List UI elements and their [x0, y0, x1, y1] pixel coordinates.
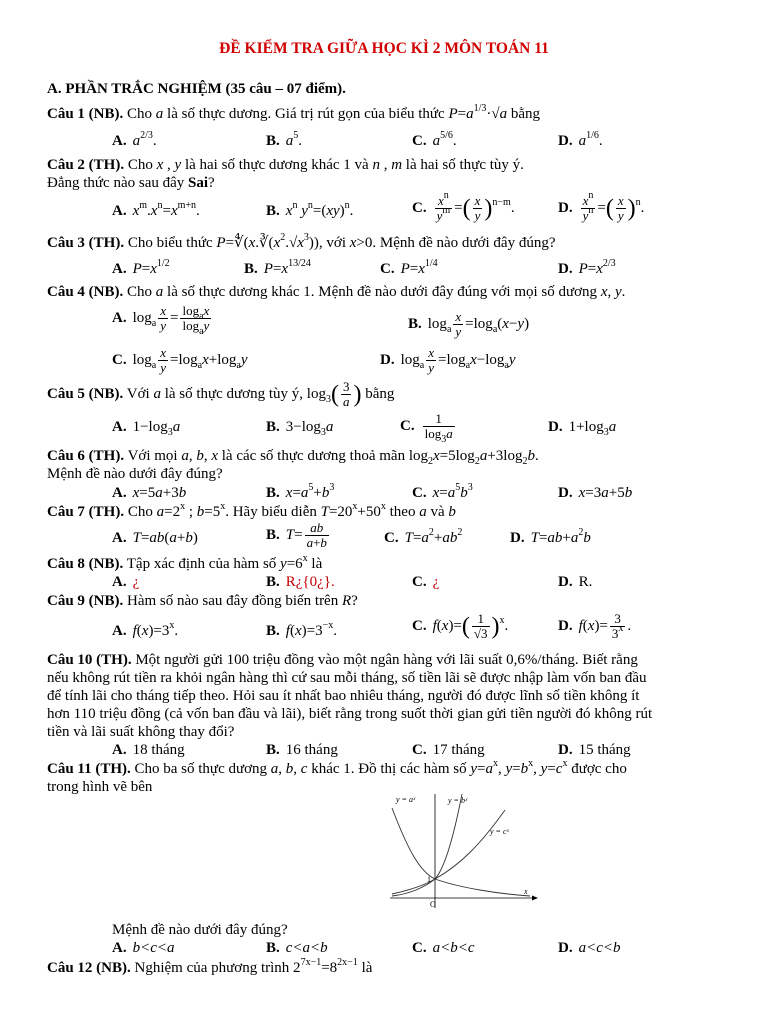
- q8-label: Câu 8 (NB).: [47, 556, 124, 572]
- q5-label: Câu 5 (NB).: [47, 385, 124, 402]
- q8-option-c[interactable]: C. ¿: [412, 574, 440, 590]
- label-one: 1: [427, 875, 431, 884]
- q9-option-a[interactable]: A. $f(x)=3^x$.: [112, 620, 179, 639]
- label-y-a-x: y = aˣ: [396, 795, 416, 804]
- q9-option-d[interactable]: D. f(x)= $\frac{3}{3^x}$ .: [558, 611, 632, 641]
- q4-option-a[interactable]: A. $\log_a$ $\frac{x}{y}$ = $\frac{\log_ax}{\log_ay}$: [112, 303, 210, 337]
- q9-option-b[interactable]: B. $f(x)=3^{-x}$.: [266, 620, 337, 639]
- q11-option-c[interactable]: C. a<b<c: [412, 940, 475, 956]
- label-y-b-x: y = bˣ: [448, 796, 468, 805]
- q11-option-d[interactable]: D. a<c<b: [558, 940, 621, 956]
- q11-prompt: Mệnh đề nào dưới đây đúng?: [112, 922, 288, 938]
- q10-option-b[interactable]: B. 16 tháng: [266, 742, 338, 758]
- q10-line-4: hơn 110 triệu đồng (cả vốn ban đầu và lãi), biết rằng trong suốt thời gian gửi tiền người đó không rút: [47, 706, 653, 722]
- q8-option-b[interactable]: B. R¿{0¿}.: [266, 574, 335, 590]
- question-5: Câu 5 (NB). Với a là số thực dương tùy ý, $\log_3$( $\frac{3}{a}$ ) bằng: [47, 379, 395, 409]
- q7-option-c[interactable]: C. $T=a^2+ab^2$: [384, 527, 463, 546]
- question-6-line2: Mệnh đề nào dưới đây đúng?: [47, 466, 223, 482]
- q2-option-b[interactable]: B. $x^n$ $y^n=(xy)^n$.: [266, 200, 354, 219]
- q6-option-d[interactable]: D. x=3a+5b: [558, 485, 633, 501]
- q10-line-1: Một người gửi 100 triệu đồng vào một ngân hàng với lãi suất 0,6%/tháng. Biết rằng: [135, 652, 638, 668]
- x-axis-arrow: [532, 896, 538, 901]
- q1-option-b[interactable]: B. $a^5$.: [266, 130, 303, 149]
- q12-label: Câu 12 (NB).: [47, 960, 131, 976]
- q3-option-d[interactable]: D. $P=x^{2/3}$: [558, 258, 616, 277]
- q6-label: Câu 6 (TH).: [47, 448, 125, 464]
- question-10: [47, 651, 638, 669]
- q5-option-d[interactable]: D. $1+\log_3a$: [548, 419, 617, 438]
- question-1: Câu 1 (NB). Cho a là số thực dương. Giá trị rút gọn của biểu thức $P=a^{1/3}\cdot√a$ bằng: [47, 103, 541, 122]
- q1-label: Câu 1 (NB).: [47, 106, 124, 122]
- q8-answer-b: R¿{0¿}.: [285, 574, 335, 590]
- q8-answer-d: R.: [578, 574, 593, 590]
- q11-label: Câu 11 (TH).: [47, 761, 131, 777]
- question-6: Câu 6 (TH). Với mọi a, b, x là các số thực dương thoả mãn $\log_2x=5\log_2a+3\log_2b$.: [47, 448, 539, 467]
- q8-option-a[interactable]: A. ¿: [112, 574, 140, 590]
- question-9: Câu 9 (NB). Hàm số nào sau đây đồng biến trên R?: [47, 593, 358, 609]
- question-3: Câu 3 (TH). Cho biểu thức $P=∜(x.∛(x^2.√x^3))$, với x>0. Mệnh đề nào dưới đây đúng?: [47, 232, 556, 251]
- question-2-line2: Đẳng thức nào sau đây Sai?: [47, 175, 215, 191]
- question-11-line2: trong hình vẽ bên: [47, 779, 153, 795]
- q1-option-a[interactable]: A. $a^{2/3}$.: [112, 130, 157, 149]
- question-2: Câu 2 (TH). Cho x , y là hai số thực dương khác 1 và n , m là hai số thực tùy ý.: [47, 157, 524, 173]
- q2-option-c[interactable]: C. $\frac{x^n}{y^m}$ =( $\frac{x}{y}$ )$^{n-m}$.: [412, 190, 515, 223]
- q9-label: Câu 9 (NB).: [47, 593, 124, 609]
- q6-option-a[interactable]: A. x=5a+3b: [112, 485, 187, 501]
- q4-option-d[interactable]: D. $\log_a$ $\frac{x}{y}$ $=\log_ax-\log_ay$: [380, 345, 516, 375]
- question-4: Câu 4 (NB). Cho a là số thực dương khác 1. Mệnh đề nào dưới đây đúng với mọi số dương x, y.: [47, 284, 626, 300]
- question-11: Câu 11 (TH). Cho ba số thực dương a, b, c khác 1. Đồ thị các hàm số $y=a^x$, $y=b^x$, $y=c^x$ được cho: [47, 758, 627, 777]
- q10-line-3: để tính lãi cho tháng tiếp theo. Hỏi sau ít nhất bao nhiêu tháng, người đó được lĩnh số tiền không ít: [47, 688, 640, 704]
- curve-y-c-x: [392, 810, 505, 894]
- q4-option-b[interactable]: B. $\log_a$ $\frac{x}{y}$ $=\log_a(x-y)$: [408, 309, 530, 339]
- q1-option-d[interactable]: D. $a^{1/6}$.: [558, 130, 603, 149]
- q4-label: Câu 4 (NB).: [47, 284, 124, 300]
- q8-answer-c: ¿: [432, 574, 440, 590]
- q10-line-5: tiền và lãi suất không thay đổi?: [47, 724, 235, 740]
- section-heading: A. PHẦN TRẮC NGHIỆM (35 câu – 07 điểm).: [47, 81, 346, 97]
- q7-option-b[interactable]: B. T= $\frac{ab}{a+b}$: [266, 520, 327, 550]
- q10-line-2: nếu không rút tiền ra khỏi ngân hàng thì cứ sau mỗi tháng, số tiền lãi sẽ được nhập làm vốn ban đầu: [47, 670, 647, 686]
- q9-option-c[interactable]: C. f(x)=( $\frac{1}{√3}$ )$^x$.: [412, 611, 509, 641]
- label-origin: O: [430, 900, 436, 909]
- q5-option-a[interactable]: A. $1-\log_3a$: [112, 419, 181, 438]
- q10-option-d[interactable]: D. 15 tháng: [558, 742, 631, 758]
- q11-option-a[interactable]: A. b<c<a: [112, 940, 175, 956]
- q3-option-c[interactable]: C. $P=x^{1/4}$: [380, 258, 438, 277]
- q1-option-c[interactable]: C. $a^{5/6}$.: [412, 130, 457, 149]
- q8-answer-a: ¿: [132, 574, 140, 590]
- q6-option-c[interactable]: C. $x=a^5b^3$: [412, 482, 473, 501]
- question-7: Câu 7 (TH). Cho $a=2^x$ ; $b=5^x$. Hãy biểu diễn $T=20^x+50^x$ theo a và b: [47, 501, 456, 520]
- q3-option-b[interactable]: B. $P=x^{13/24}$: [244, 258, 311, 277]
- q7-option-d[interactable]: D. $T=ab+a^2b$: [510, 527, 591, 546]
- q2-label: Câu 2 (TH).: [47, 157, 125, 173]
- q7-option-a[interactable]: A. T=ab(a+b): [112, 530, 198, 546]
- q5-option-c[interactable]: C. $\frac{1}{\log_3a}$: [400, 411, 453, 445]
- q11-option-b[interactable]: B. c<a<b: [266, 940, 328, 956]
- question-12: Câu 12 (NB). Nghiệm của phương trình $2^{7x-1}=8^{2x-1}$ là: [47, 957, 373, 976]
- q10-option-c[interactable]: C. 17 tháng: [412, 742, 485, 758]
- q10-label: Câu 10 (TH).: [47, 652, 132, 668]
- q5-option-b[interactable]: B. $3-\log_3a$: [266, 419, 334, 438]
- q2-option-a[interactable]: A. $x^m.x^n=x^{m+n}$.: [112, 200, 200, 219]
- q3-label: Câu 3 (TH).: [47, 235, 125, 251]
- exponential-graph: [390, 790, 540, 910]
- label-x-axis: x: [524, 887, 528, 896]
- q3-option-a[interactable]: A. $P=x^{1/2}$: [112, 258, 170, 277]
- q10-option-a[interactable]: A. 18 tháng: [112, 742, 185, 758]
- q6-option-b[interactable]: B. $x=a^5+b^3$: [266, 482, 335, 501]
- q2-option-d[interactable]: D. $\frac{x^n}{y^n}$ =( $\frac{x}{y}$ )$^n$.: [558, 190, 645, 223]
- question-8: Câu 8 (NB). Tập xác định của hàm số $y=6^x$ là: [47, 553, 323, 572]
- q7-label: Câu 7 (TH).: [47, 504, 125, 520]
- page-title: ĐỀ KIỂM TRA GIỮA HỌC KÌ 2 MÔN TOÁN 11: [219, 40, 549, 57]
- q8-option-d[interactable]: D. R.: [558, 574, 593, 590]
- curve-y-a-x: [392, 808, 530, 896]
- q4-option-c[interactable]: C. $\log_a$ $\frac{x}{y}$ $=\log_ax+\log_ay$: [112, 345, 248, 375]
- label-y-c-x: y = cˣ: [490, 827, 509, 836]
